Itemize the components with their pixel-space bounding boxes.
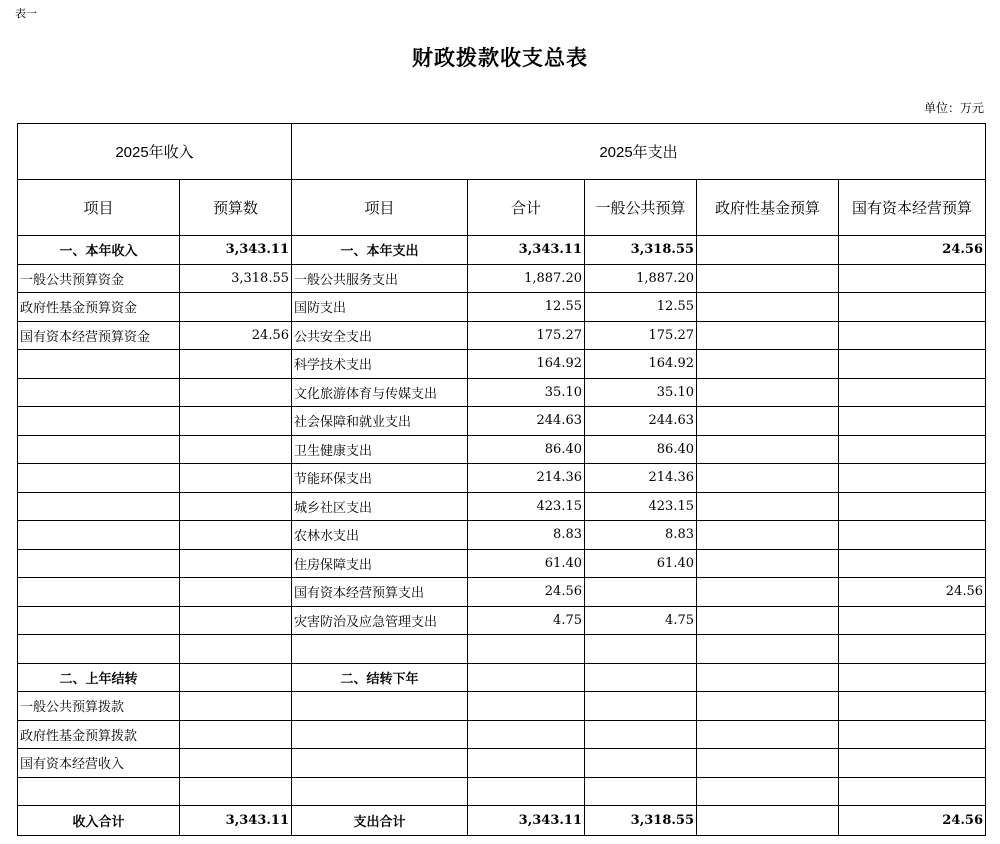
income-amount-cell [180,407,292,436]
total-cell: 12.55 [468,293,585,322]
state-capital-cell [839,663,986,692]
income-item-cell: 政府性基金预算拨款 [18,720,180,749]
income-amount-cell [180,549,292,578]
expense-item-cell [292,720,468,749]
state-capital-cell [839,293,986,322]
state-capital-cell [839,264,986,293]
expense-item-cell: 社会保障和就业支出 [292,407,468,436]
col-income-item: 项目 [18,180,180,236]
gov-fund-cell [697,549,839,578]
table-row [18,264,986,293]
total-cell: 4.75 [468,606,585,635]
gov-fund-cell [697,435,839,464]
income-amount-cell [180,350,292,379]
state-capital-cell [839,435,986,464]
col-expense-item: 项目 [292,180,468,236]
table-row [18,635,986,664]
expense-item-cell: 卫生健康支出 [292,435,468,464]
state-capital-cell [839,749,986,778]
total-cell: 8.83 [468,521,585,550]
state-capital-cell [839,635,986,664]
income-item-cell [18,549,180,578]
gov-fund-cell [697,521,839,550]
income-item-cell [18,606,180,635]
state-capital-cell: 24.56 [839,236,986,265]
income-amount-cell [180,663,292,692]
income-item-cell: 一、本年收入 [18,236,180,265]
general-budget-cell [585,720,697,749]
table-row [18,407,986,436]
expense-item-cell: 一般公共服务支出 [292,264,468,293]
gov-fund-cell [697,350,839,379]
table-row [18,350,986,379]
general-budget-cell [585,635,697,664]
state-capital-cell [839,692,986,721]
income-item-cell: 国有资本经营预算资金 [18,321,180,350]
income-amount-cell [180,578,292,607]
table-row [18,378,986,407]
general-budget-cell: 164.92 [585,350,697,379]
table-row [18,606,986,635]
gov-fund-cell [697,578,839,607]
state-capital-cell: 24.56 [839,578,986,607]
table-row [18,578,986,607]
expense-item-cell: 科学技术支出 [292,350,468,379]
table-row [18,464,986,493]
income-amount-cell [180,777,292,806]
income-item-cell [18,378,180,407]
total-cell [468,749,585,778]
general-budget-cell: 175.27 [585,321,697,350]
total-cell [468,777,585,806]
general-budget-cell [585,777,697,806]
income-amount-cell [180,521,292,550]
total-cell: 86.40 [468,435,585,464]
expense-item-cell [292,635,468,664]
total-cell: 164.92 [468,350,585,379]
general-budget-cell: 61.40 [585,549,697,578]
totals-row [18,806,986,836]
expense-item-cell: 城乡社区支出 [292,492,468,521]
table-row [18,521,986,550]
total-cell: 24.56 [468,578,585,607]
gov-fund-cell [697,635,839,664]
income-item-cell [18,777,180,806]
expense-item-cell: 国有资本经营预算支出 [292,578,468,607]
income-total-label: 收入合计 [18,806,180,836]
income-item-cell [18,407,180,436]
gov-fund-cell [697,264,839,293]
income-amount-cell [180,492,292,521]
state-capital-cell [839,521,986,550]
gov-fund-cell [697,606,839,635]
gov-fund-cell [697,777,839,806]
income-item-cell: 二、上年结转 [18,663,180,692]
total-cell [468,692,585,721]
expense-item-cell: 二、结转下年 [292,663,468,692]
total-cell [468,635,585,664]
general-budget-cell: 1,887.20 [585,264,697,293]
income-amount-cell [180,293,292,322]
total-cell: 1,887.20 [468,264,585,293]
income-item-cell [18,350,180,379]
expense-year-header: 2025年支出 [292,124,986,180]
general-budget-cell [585,749,697,778]
general-budget-cell: 8.83 [585,521,697,550]
total-cell: 3,343.11 [468,236,585,265]
col-budget: 预算数 [180,180,292,236]
general-budget-total: 3,318.55 [585,806,697,836]
page-title: 财政拨款收支总表 [412,45,588,70]
income-amount-cell: 24.56 [180,321,292,350]
expense-item-cell [292,749,468,778]
total-cell: 214.36 [468,464,585,493]
income-item-cell: 一般公共预算资金 [18,264,180,293]
general-budget-cell [585,692,697,721]
general-budget-cell: 4.75 [585,606,697,635]
expense-item-cell: 农林水支出 [292,521,468,550]
table-row [18,435,986,464]
general-budget-cell [585,663,697,692]
income-amount-cell: 3,343.11 [180,236,292,265]
expense-item-cell: 文化旅游体育与传媒支出 [292,378,468,407]
total-cell: 35.10 [468,378,585,407]
income-item-cell [18,578,180,607]
total-cell: 175.27 [468,321,585,350]
state-capital-cell [839,720,986,749]
state-capital-cell [839,407,986,436]
expense-item-cell: 一、本年支出 [292,236,468,265]
total-cell: 244.63 [468,407,585,436]
income-amount-cell: 3,318.55 [180,264,292,293]
gov-fund-cell [697,321,839,350]
state-capital-cell [839,321,986,350]
state-capital-cell [839,549,986,578]
table-row [18,692,986,721]
budget-table [17,123,986,836]
state-capital-cell [839,606,986,635]
table-row [18,777,986,806]
general-budget-cell: 423.15 [585,492,697,521]
table-row [18,663,986,692]
income-item-cell: 国有资本经营收入 [18,749,180,778]
income-item-cell: 政府性基金预算资金 [18,293,180,322]
income-item-cell: 一般公共预算拨款 [18,692,180,721]
gov-fund-cell [697,692,839,721]
expense-item-cell: 公共安全支出 [292,321,468,350]
general-budget-cell: 35.10 [585,378,697,407]
gov-fund-cell [697,464,839,493]
gov-fund-cell [697,720,839,749]
general-budget-cell: 12.55 [585,293,697,322]
state-capital-cell [839,492,986,521]
income-amount-cell [180,606,292,635]
col-total: 合计 [468,180,585,236]
state-capital-cell [839,350,986,379]
income-amount-cell [180,749,292,778]
gov-fund-cell [697,492,839,521]
table-row [18,720,986,749]
income-amount-cell [180,378,292,407]
income-item-cell [18,521,180,550]
general-budget-cell: 86.40 [585,435,697,464]
year-header-row [18,124,986,180]
total-cell: 61.40 [468,549,585,578]
state-capital-cell [839,464,986,493]
income-amount-cell [180,720,292,749]
gov-fund-cell [697,663,839,692]
col-gov-fund: 政府性基金预算 [697,180,839,236]
state-capital-cell [839,378,986,407]
general-budget-cell: 244.63 [585,407,697,436]
gov-fund-cell [697,236,839,265]
table-row [18,749,986,778]
total-cell [468,720,585,749]
income-total-amount: 3,343.11 [180,806,292,836]
table-row [18,293,986,322]
expense-item-cell: 节能环保支出 [292,464,468,493]
total-cell: 423.15 [468,492,585,521]
expense-total-label: 支出合计 [292,806,468,836]
general-budget-cell: 3,318.55 [585,236,697,265]
gov-fund-cell [697,749,839,778]
col-general-budget: 一般公共预算 [585,180,697,236]
state-capital-cell [839,777,986,806]
gov-fund-cell [697,293,839,322]
general-budget-cell [585,578,697,607]
income-amount-cell [180,692,292,721]
income-amount-cell [180,464,292,493]
income-amount-cell [180,435,292,464]
table-row [18,321,986,350]
gov-fund-total [697,806,839,836]
expense-total-amount: 3,343.11 [468,806,585,836]
table-row [18,492,986,521]
gov-fund-cell [697,407,839,436]
table-row [18,549,986,578]
expense-item-cell [292,777,468,806]
income-amount-cell [180,635,292,664]
expense-item-cell [292,692,468,721]
expense-item-cell: 国防支出 [292,293,468,322]
gov-fund-cell [697,378,839,407]
column-header-row [18,180,986,236]
total-cell [468,663,585,692]
table-row [18,236,986,265]
income-item-cell [18,435,180,464]
table-number: 表一 [15,7,37,20]
income-year-header: 2025年收入 [18,124,292,180]
income-item-cell [18,492,180,521]
income-item-cell [18,464,180,493]
col-state-capital: 国有资本经营预算 [839,180,986,236]
general-budget-cell: 214.36 [585,464,697,493]
expense-item-cell: 住房保障支出 [292,549,468,578]
income-item-cell [18,635,180,664]
state-capital-total: 24.56 [839,806,986,836]
unit-label: 单位：万元 [923,101,984,115]
expense-item-cell: 灾害防治及应急管理支出 [292,606,468,635]
